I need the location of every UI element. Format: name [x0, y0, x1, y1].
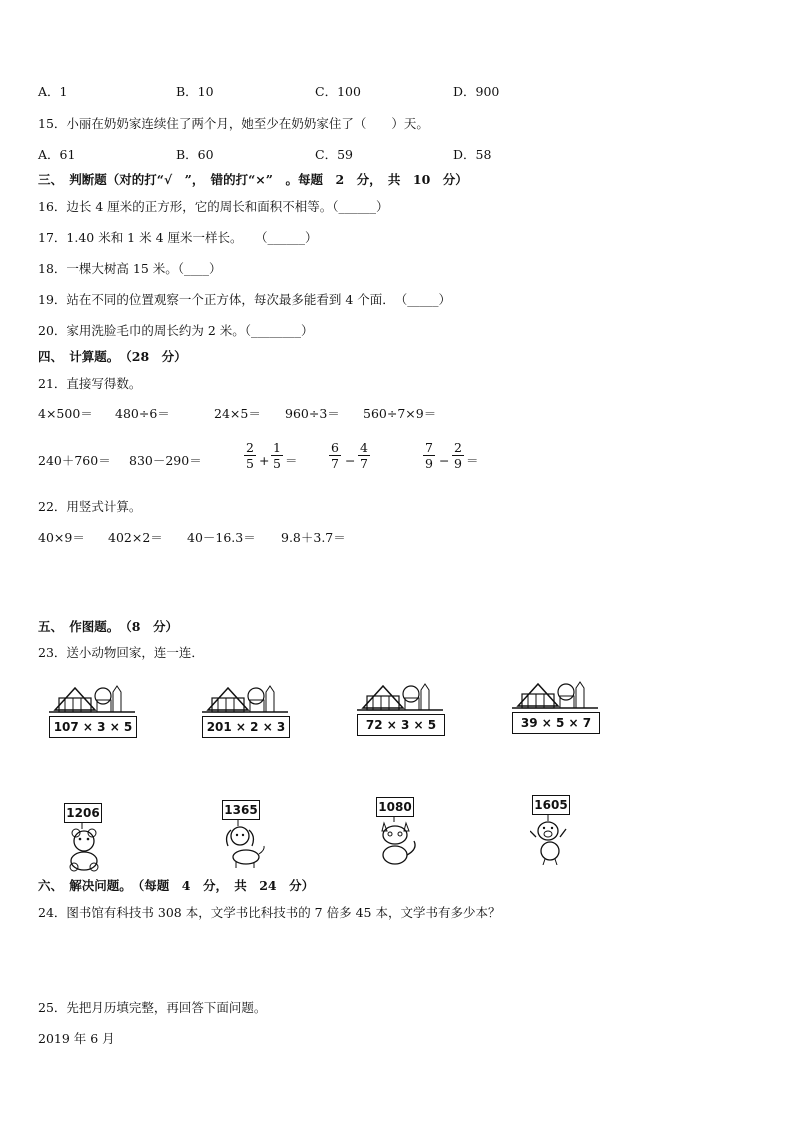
- animal[interactable]: [530, 795, 600, 870]
- house[interactable]: [510, 674, 602, 736]
- fraction: 7 9: [423, 440, 435, 471]
- q14-option-c[interactable]: C．100: [315, 84, 361, 99]
- minus-sign: −: [439, 453, 450, 468]
- q14-option-d[interactable]: D．900: [453, 84, 500, 99]
- house-icon: [47, 678, 139, 718]
- house-icon: [200, 678, 292, 718]
- q25-text: 25．先把月历填完整，再回答下面问题。: [38, 1000, 267, 1015]
- equals-sign: ＝: [466, 453, 479, 468]
- section3-title: 三、 判断题（对的打“√ ”， 错的打“×” 。每题 2 分， 共 10 分）: [38, 172, 468, 187]
- dog-icon: [220, 820, 270, 870]
- q21-title: 21．直接写得数。: [38, 376, 142, 391]
- q15-option-b[interactable]: B．60: [176, 147, 214, 162]
- house-label: 39 × 5 × 7: [512, 712, 600, 734]
- fraction: 2 5: [244, 440, 256, 471]
- q21-item: 960÷3＝: [285, 406, 340, 421]
- q15-option-a[interactable]: A．61: [38, 147, 76, 162]
- house-label: 201 × 2 × 3: [202, 716, 290, 738]
- pig-icon: [530, 815, 580, 865]
- house[interactable]: [200, 678, 292, 740]
- q23-title: 23．送小动物回家，连一连．: [38, 645, 204, 660]
- q21-item: 560÷7×9＝: [363, 406, 437, 421]
- q17-text: 17．1.40 米和 1 米 4 厘米一样长。 （______）: [38, 230, 318, 245]
- animal-number: 1365: [222, 800, 260, 820]
- animal[interactable]: [62, 803, 132, 878]
- animal-number: 1206: [64, 803, 102, 823]
- fraction: 4 7: [358, 440, 370, 471]
- q15-text: 15．小丽在奶奶家连续住了两个月，她至少在奶奶家住了（ ）天。: [38, 116, 429, 131]
- animal[interactable]: [374, 797, 444, 872]
- minus-sign: −: [345, 453, 356, 468]
- q21-item: 4×500＝: [38, 406, 93, 421]
- equals-sign: ＝: [285, 453, 298, 468]
- q24-text: 24．图书馆有科技书 308 本，文学书比科技书的 7 倍多 45 本，文学书有多少本？: [38, 905, 501, 920]
- q22-item: 40×9＝: [38, 530, 85, 545]
- fraction: 1 5: [271, 440, 283, 471]
- fraction: 2 9: [452, 440, 464, 471]
- house-icon: [355, 676, 447, 716]
- animal[interactable]: [220, 800, 290, 875]
- fraction: 6 7: [329, 440, 341, 471]
- house-icon: [510, 674, 602, 714]
- animal-number: 1080: [376, 797, 414, 817]
- bear-icon: [62, 823, 112, 873]
- calendar-title: 2019 年 6 月: [38, 1031, 115, 1046]
- q20-text: 20．家用洗脸毛巾的周长约为 2 米。（________）: [38, 323, 314, 338]
- house-label: 107 × 3 × 5: [49, 716, 137, 738]
- q21-item: 240＋760＝: [38, 453, 111, 468]
- section6-title: 六、 解决问题。 （每题 4 分， 共 24 分）: [38, 878, 315, 893]
- q22-item: 9.8＋3.7＝: [281, 530, 346, 545]
- cat-icon: [374, 817, 424, 867]
- q19-text: 19．站在不同的位置观察一个正方体，每次最多能看到 4 个面． （_____）: [38, 292, 452, 307]
- house[interactable]: [47, 678, 139, 740]
- section4-title: 四、 计算题。 （28 分）: [38, 349, 187, 364]
- q22-title: 22．用竖式计算。: [38, 499, 142, 514]
- q21-item: 830－290＝: [129, 453, 202, 468]
- q14-option-b[interactable]: B．10: [176, 84, 214, 99]
- house-label: 72 × 3 × 5: [357, 714, 445, 736]
- section5-title: 五、 作图题。 （8 分）: [38, 619, 178, 634]
- q14-option-a[interactable]: A．1: [38, 84, 68, 99]
- q22-item: 402×2＝: [108, 530, 163, 545]
- house[interactable]: [355, 676, 447, 738]
- q15-option-c[interactable]: C．59: [315, 147, 353, 162]
- q21-item: 480÷6＝: [115, 406, 170, 421]
- animal-number: 1605: [532, 795, 570, 815]
- q22-item: 40－16.3＝: [187, 530, 256, 545]
- q18-text: 18．一棵大树高 15 米。（____）: [38, 261, 222, 276]
- q21-item: 24×5＝: [214, 406, 261, 421]
- plus-sign: +: [259, 453, 270, 468]
- q16-text: 16．边长 4 厘米的正方形，它的周长和面积不相等。（______）: [38, 199, 389, 214]
- q15-option-d[interactable]: D．58: [453, 147, 492, 162]
